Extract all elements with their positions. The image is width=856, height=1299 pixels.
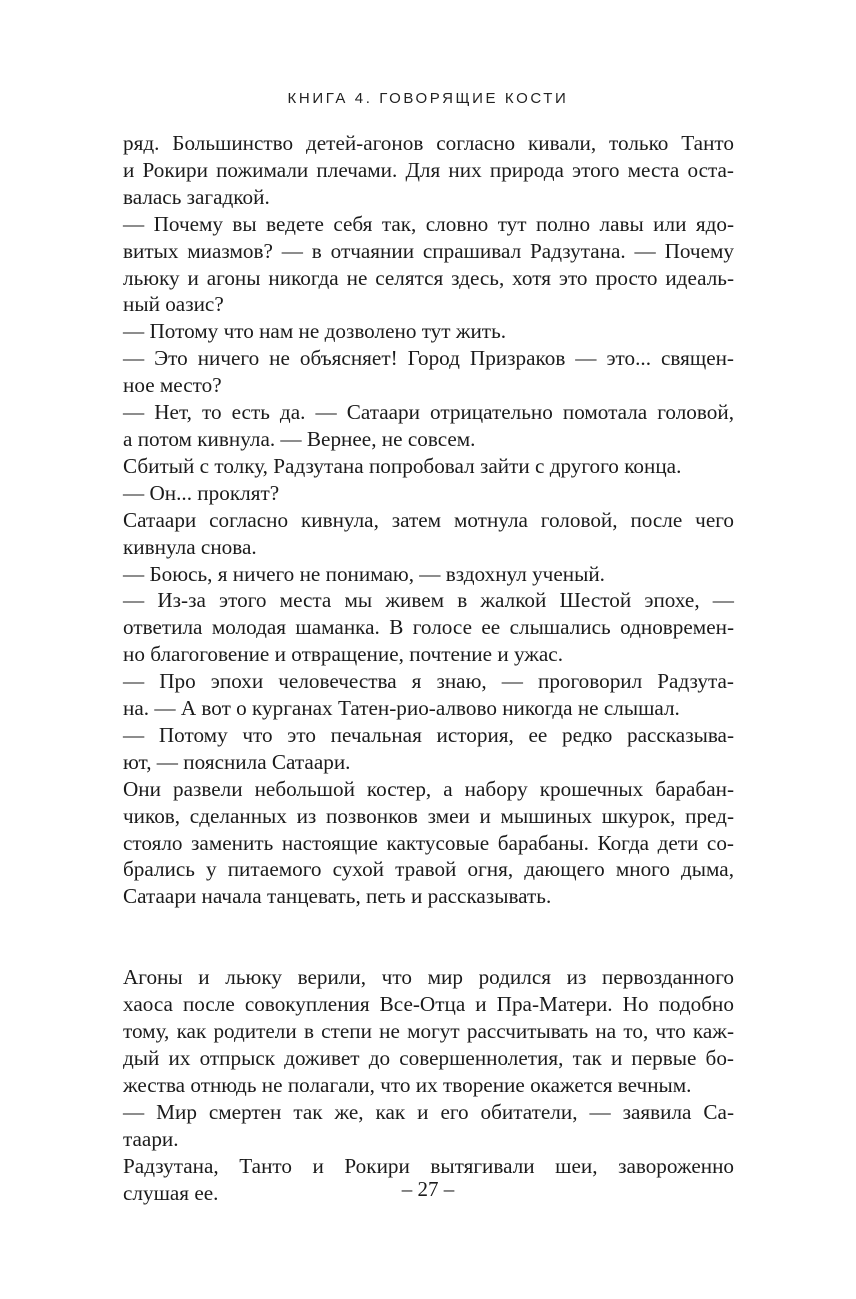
paragraph: [123, 318, 734, 345]
text-line: Сатаари согласно кивнула, затем мотнула головой, после чего: [123, 507, 734, 532]
paragraph: [123, 507, 734, 561]
text-line: Радзутана, Танто и Рокири вытягивали шеи, завороженно: [123, 1153, 734, 1178]
text-line: — Мир смертен так же, как и его обитатели, — заявила Са-: [123, 1099, 734, 1124]
paragraph: [123, 776, 734, 911]
paragraph: [123, 668, 734, 722]
text-line: Сбитый с толку, Радзутана попробовал зайти с другого конца.: [123, 453, 682, 478]
text-line: слушая ее.: [123, 1180, 219, 1205]
text-line: Они развели небольшой костер, а набору крошечных барабан-: [123, 776, 734, 801]
text-line: Сатаари начала танцевать, петь и рассказывать.: [123, 884, 552, 909]
section-break: [123, 910, 734, 964]
paragraph: [123, 587, 734, 668]
text-line: льюку и агоны никогда не селятся здесь, хотя это просто идеаль-: [123, 265, 734, 290]
page-number: – 27 –: [401, 1177, 455, 1201]
text-line: брались у питаемого сухой травой огня, дающего много дыма,: [123, 857, 734, 882]
text-line: — Про эпохи человечества я знаю, — проговорил Радзута-: [123, 669, 734, 694]
paragraph: [123, 453, 734, 480]
text-line: ряд. Большинство детей-агонов согласно кивали, только Танто: [123, 131, 734, 155]
text-line: ное место?: [123, 373, 222, 398]
text-line: кивнула снова.: [123, 534, 257, 559]
text-line: витых миазмов? — в отчаянии спрашивал Радзутана. — Почему: [123, 238, 734, 263]
text-line: валась загадкой.: [123, 184, 270, 209]
text-line: Агоны и льюку верили, что мир родился из первозданного: [123, 965, 734, 990]
running-head: КНИГА 4. ГОВОРЯЩИЕ КОСТИ: [287, 90, 569, 107]
text-line: таари.: [123, 1126, 179, 1151]
paragraph: [123, 1099, 734, 1153]
text-line: — Он... проклят?: [123, 480, 280, 505]
paragraph: [123, 211, 734, 319]
paragraph: [123, 561, 734, 588]
text-line: — Нет, то есть да. — Сатаари отрицательно помотала головой,: [123, 400, 734, 425]
text-line: на. — А вот о курганах Татен-рио-алвово никогда не слышал.: [123, 696, 680, 721]
section-1: [123, 130, 734, 910]
paragraph: [123, 964, 734, 1099]
text-line: тому, как родители в степи не могут рассчитывать на то, что каж-: [123, 1019, 734, 1044]
text-line: а потом кивнула. — Вернее, не совсем.: [123, 426, 476, 451]
text-line: чиков, сделанных из позвонков змеи и мышиных шкурок, пред-: [123, 803, 734, 828]
body-text: [123, 130, 734, 1206]
text-line: ответила молодая шаманка. В голосе ее слышались одновремен-: [123, 615, 734, 640]
paragraph: [123, 130, 734, 211]
text-line: но благоговение и отвращение, почтение и ужас.: [123, 642, 564, 667]
text-line: — Потому что это печальная история, ее редко рассказыва-: [123, 722, 734, 747]
text-line: и Рокири пожимали плечами. Для них природа этого места оста-: [123, 157, 734, 182]
text-line: — Потому что нам не дозволено тут жить.: [123, 319, 507, 344]
paragraph: [123, 399, 734, 453]
text-line: ют, — пояснила Сатаари.: [123, 749, 351, 774]
text-line: жества отнюдь не полагали, что их творение окажется вечным.: [123, 1072, 692, 1097]
paragraph: [123, 480, 734, 507]
section-2: [123, 964, 734, 1206]
text-line: — Из-за этого места мы живем в жалкой Шестой эпохе, —: [123, 588, 734, 613]
text-line: дый их отпрыск доживет до совершеннолетия, так и первые бо-: [123, 1046, 734, 1070]
text-line: — Это ничего не объясняет! Город Призраков — это... священ-: [123, 346, 734, 371]
text-line: стояло заменить настоящие кактусовые барабаны. Когда дети со-: [123, 830, 734, 855]
paragraph: [123, 345, 734, 399]
text-line: ный оазис?: [123, 292, 224, 317]
paragraph: [123, 722, 734, 776]
text-line: — Почему вы ведете себя так, словно тут полно лавы или ядо-: [123, 211, 734, 236]
text-line: хаоса после совокупления Все-Отца и Пра-Матери. Но подобно: [123, 992, 734, 1017]
text-line: — Боюсь, я ничего не понимаю, — вздохнул ученый.: [123, 561, 605, 586]
